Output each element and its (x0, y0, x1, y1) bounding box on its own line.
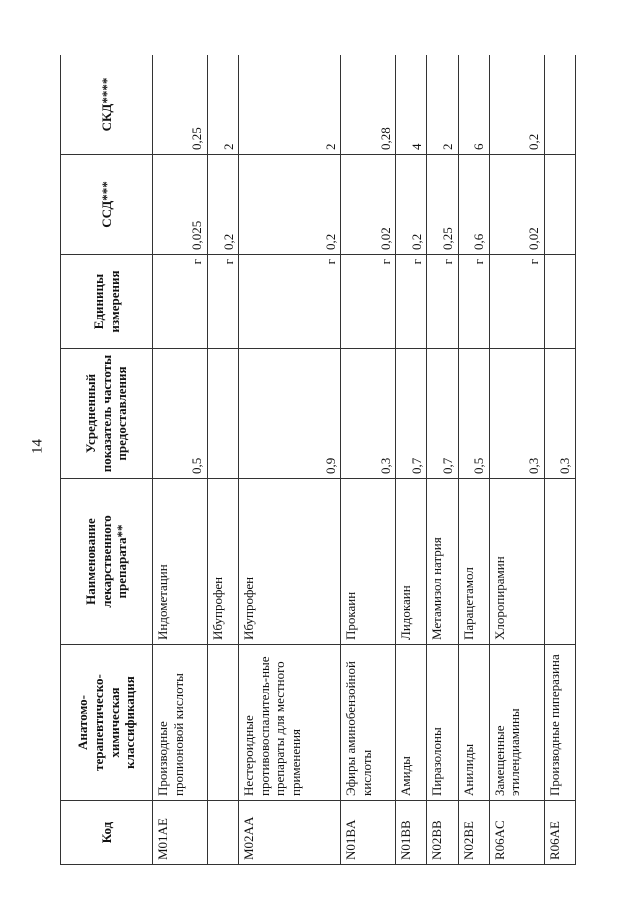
table-row (239, 55, 341, 865)
row-unit: г (427, 255, 458, 349)
rotated-table-container (60, 55, 576, 865)
drug-classification-table (60, 55, 576, 865)
row-drug: Хлоропирамин (489, 479, 544, 645)
header-unit: Единицы измерения (61, 255, 153, 349)
row-frequency: 0,3 (489, 349, 544, 479)
row-unit: г (489, 255, 544, 349)
row-frequency: 0,7 (396, 349, 427, 479)
header-ssd: ССД*** (61, 155, 153, 255)
row-ssd: 0,6 (458, 155, 489, 255)
row-unit (544, 255, 575, 349)
row-code: N02BB (427, 801, 458, 865)
row-drug: Метамизол натрия (427, 479, 458, 645)
row-code: N02BE (458, 801, 489, 865)
row-code (207, 801, 238, 865)
row-code: M02AA (239, 801, 341, 865)
row-frequency: 0,3 (341, 349, 396, 479)
header-code: Код (61, 801, 153, 865)
row-atc: Эфиры аминобензойной кислоты (341, 645, 396, 801)
row-code: M01AE (153, 801, 208, 865)
rotated-table-frame (60, 55, 576, 865)
table-row (153, 55, 208, 865)
row-skd: 2 (239, 55, 341, 155)
table-row (427, 55, 458, 865)
table-header-row (61, 55, 153, 865)
table-row (396, 55, 427, 865)
row-atc: Нестероидные противовоспалитель-ные препараты для местного применения (239, 645, 341, 801)
row-frequency: 0,5 (458, 349, 489, 479)
row-unit: г (458, 255, 489, 349)
table-row (489, 55, 544, 865)
row-code: R06AE (544, 801, 575, 865)
table-row (207, 55, 238, 865)
row-atc: Замещенные этилендиамины (489, 645, 544, 801)
row-frequency: 0,7 (427, 349, 458, 479)
row-code: N01BA (341, 801, 396, 865)
row-ssd: 0,2 (207, 155, 238, 255)
row-ssd: 0,25 (427, 155, 458, 255)
row-atc: Анилиды (458, 645, 489, 801)
row-drug: Ибупрофен (239, 479, 341, 645)
table-row (544, 55, 575, 865)
header-drug: Наименование лекарственного препарата** (61, 479, 153, 645)
page-number: 14 (29, 439, 46, 454)
row-ssd: 0,02 (341, 155, 396, 255)
row-atc: Пиразолоны (427, 645, 458, 801)
header-frequency: Усредненный показатель частоты предоставления (61, 349, 153, 479)
row-skd: 0,28 (341, 55, 396, 155)
row-atc: Производные пропионовой кислоты (153, 645, 208, 801)
row-atc: Производные пиперазина (544, 645, 575, 801)
row-drug: Лидокаин (396, 479, 427, 645)
row-skd: 0,2 (489, 55, 544, 155)
row-frequency: 0,3 (544, 349, 575, 479)
row-skd: 6 (458, 55, 489, 155)
header-atc: Анатомо-терапевтическо-химическая классификация (61, 645, 153, 801)
row-code: N01BB (396, 801, 427, 865)
table-row (341, 55, 396, 865)
row-skd: 4 (396, 55, 427, 155)
row-unit: г (153, 255, 208, 349)
row-unit: г (396, 255, 427, 349)
row-unit: г (341, 255, 396, 349)
row-skd: 0,25 (153, 55, 208, 155)
row-drug: Индометацин (153, 479, 208, 645)
row-ssd: 0,02 (489, 155, 544, 255)
row-drug: Ибупрофен (207, 479, 238, 645)
table-row (458, 55, 489, 865)
row-ssd (544, 155, 575, 255)
row-skd: 2 (427, 55, 458, 155)
row-skd: 2 (207, 55, 238, 155)
row-drug (544, 479, 575, 645)
row-drug: Парацетамол (458, 479, 489, 645)
header-skd: СКД**** (61, 55, 153, 155)
row-frequency: 0,9 (239, 349, 341, 479)
row-ssd: 0,2 (239, 155, 341, 255)
row-drug: Прокаин (341, 479, 396, 645)
row-skd (544, 55, 575, 155)
row-ssd: 0,025 (153, 155, 208, 255)
row-ssd: 0,2 (396, 155, 427, 255)
row-unit: г (239, 255, 341, 349)
row-atc: Амиды (396, 645, 427, 801)
row-unit: г (207, 255, 238, 349)
row-atc (207, 645, 238, 801)
row-frequency (207, 349, 238, 479)
row-code: R06AC (489, 801, 544, 865)
row-frequency: 0,5 (153, 349, 208, 479)
